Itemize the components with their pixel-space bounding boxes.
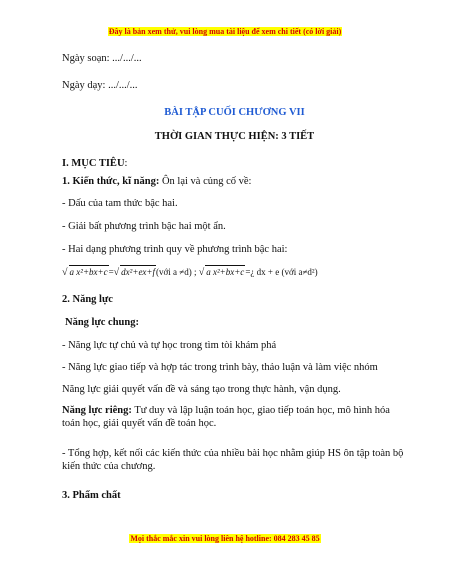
section-competencies: 2. Năng lực — [62, 294, 113, 305]
competency-self-learning: - Năng lực tự chủ và tự học trong tìm tòi khám phá — [62, 340, 277, 351]
specific-competencies-label: Năng lực riêng: — [62, 405, 132, 416]
formula-mid-2: =¿ — [245, 267, 255, 277]
formula-rhs-1: dx²+ex+f — [121, 267, 156, 277]
competency-communication: - Năng lực giao tiếp và hợp tác trong trình bày, thảo luận và làm việc nhóm — [62, 362, 378, 373]
bullet-solve-inequality: - Giải bất phương trình bậc hai một ẩn. — [62, 221, 226, 232]
general-competencies-label: Năng lực chung: — [65, 317, 139, 328]
formula-condition-1: (với a ≠d) ; — [156, 267, 197, 277]
specific-competencies — [62, 404, 407, 430]
section-heading-objectives: I. MỤC TIÊU: — [62, 158, 128, 169]
specific-competencies-text: Tư duy và lập luận toán học, giao tiếp toán học, mô hình hóa toán học, giải quyết vấn đề toán học. — [62, 405, 390, 429]
preview-banner-text: Đây là bản xem thử, vui lòng mua tài liệu để xem chi tiết (có lời giải) — [108, 27, 342, 36]
preview-banner — [0, 27, 450, 36]
hotline-banner-text: Mọi thắc mắc xin vui lòng liên hệ hotline: 084 283 45 85 — [130, 534, 320, 543]
document-title: BÀI TẬP CUỐI CHƯƠNG VII — [164, 107, 305, 118]
bullet-sign-trinomial: - Dấu của tam thức bậc hai. — [62, 198, 178, 209]
formula-lhs-1: a x²+bx+c — [69, 267, 108, 277]
bullet-equation-forms: - Hai dạng phương trình quy về phương trình bậc hai: — [62, 244, 288, 255]
competency-problem-solving: Năng lực giải quyết vấn đề và sáng tạo trong thực hành, vận dụng. — [62, 384, 341, 395]
formula-rhs-2: dx + e (với a≠d²) — [256, 267, 318, 277]
synthesis-paragraph: - Tổng hợp, kết nối các kiến thức của nhiều bài học nhằm giúp HS ôn tập toàn bộ kiến thức của chương. — [62, 448, 404, 472]
date-prepared: Ngày soạn: .../.../... — [62, 53, 142, 64]
knowledge-skills — [62, 175, 251, 188]
hotline-banner — [0, 534, 450, 543]
document-subtitle: THỜI GIAN THỰC HIỆN: 3 TIẾT — [154, 131, 315, 142]
section-qualities: 3. Phẩm chất — [62, 490, 121, 501]
knowledge-skills-label: 1. Kiến thức, kĩ năng: — [62, 176, 160, 187]
date-taught: Ngày dạy: .../.../... — [62, 80, 138, 91]
knowledge-skills-text: Ôn lại và củng cố về: — [159, 176, 252, 187]
formula-line: √ a x²+bx+c=√ dx²+ex+f(với a ≠d) ; √ a x²+bx+c=¿ dx + e (với a≠d²) — [62, 267, 318, 278]
formula-lhs-2: a x²+bx+c — [206, 267, 245, 277]
